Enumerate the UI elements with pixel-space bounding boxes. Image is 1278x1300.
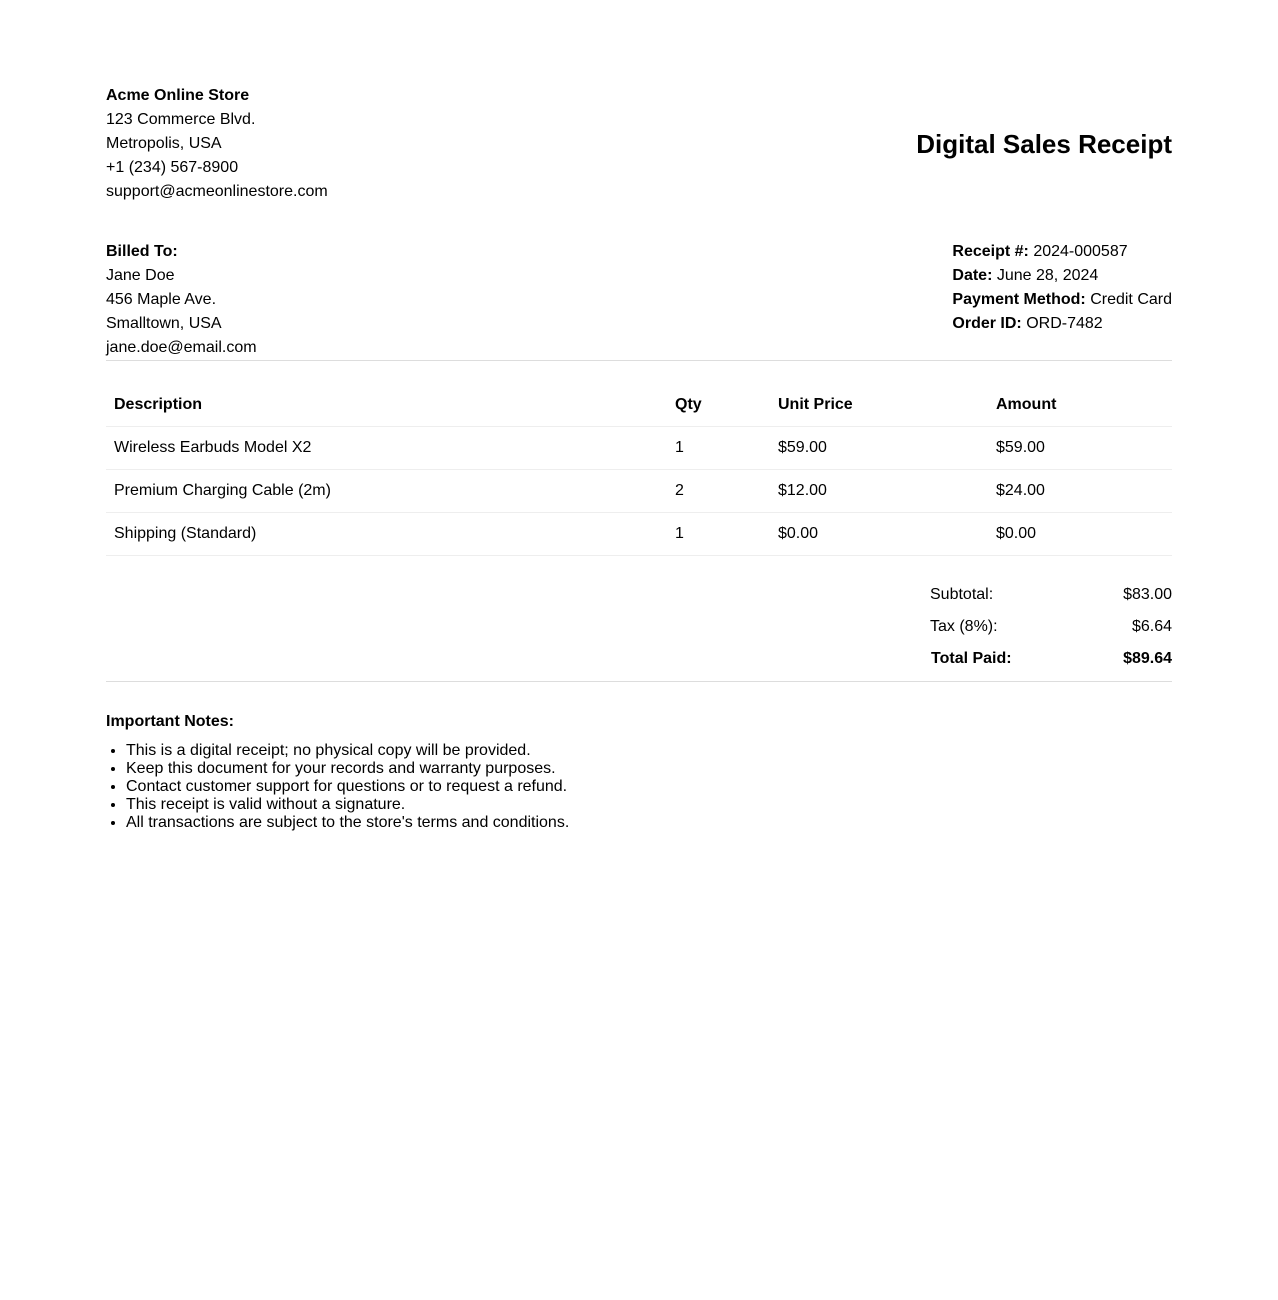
billing-and-meta (106, 240, 1172, 360)
order-id (952, 312, 1172, 336)
column-header-description: Description (106, 384, 667, 427)
list-item: • This receipt is valid without a signature. (126, 796, 1172, 814)
tax-value: $6.64 (1131, 618, 1172, 635)
notes-list (106, 742, 1172, 832)
store-email: support@acmeonlinestore.com (106, 183, 328, 200)
subtotal-row (930, 585, 1172, 617)
item-unit-price: $59.00 (770, 427, 988, 470)
table-header-row (106, 384, 1172, 427)
payment-method-label: Payment Method: (952, 291, 1086, 308)
list-item: • All transactions are subject to the store's terms and conditions. (126, 814, 1172, 832)
payment-method (952, 288, 1172, 312)
customer-name: Jane Doe (106, 267, 175, 284)
billed-to (106, 240, 257, 360)
column-header-amount: Amount (988, 384, 1172, 427)
receipt-date (952, 264, 1172, 288)
store-name: Acme Online Store (106, 87, 250, 104)
notes-title: Important Notes: (106, 713, 234, 730)
item-description: Premium Charging Cable (2m) (106, 470, 667, 513)
column-header-qty: Qty (667, 384, 770, 427)
list-item: • Contact customer support for questions or to request a refund. (126, 778, 1172, 796)
subtotal-value: $83.00 (1123, 586, 1172, 603)
billed-to-label: Billed To: (106, 243, 178, 260)
receipt-number-label: Receipt #: (952, 243, 1029, 260)
receipt-number-value: 2024-000587 (1033, 243, 1128, 260)
receipt-date-label: Date: (952, 267, 993, 284)
customer-address-line2: Smalltown, USA (106, 315, 222, 332)
item-amount: $24.00 (988, 470, 1172, 513)
item-description: Wireless Earbuds Model X2 (106, 427, 667, 470)
item-unit-price: $12.00 (770, 470, 988, 513)
totals-summary (930, 585, 1172, 681)
item-amount: $59.00 (988, 427, 1172, 470)
tax-label: Tax (8%): (930, 618, 998, 635)
item-description: Shipping (Standard) (106, 513, 667, 556)
receipt-header (106, 84, 1172, 204)
subtotal-label: Subtotal: (930, 586, 994, 603)
list-item: • Keep this document for your records and warranty purposes. (126, 760, 1172, 778)
receipt-meta (952, 240, 1172, 336)
item-unit-price: $0.00 (770, 513, 988, 556)
customer-email: jane.doe@email.com (106, 339, 257, 356)
receipt-number (952, 240, 1172, 264)
receipt-date-value: June 28, 2024 (996, 267, 1099, 284)
tax-row (930, 617, 1172, 649)
item-qty: 1 (667, 513, 770, 556)
total-value: $89.64 (1123, 650, 1172, 667)
total-label: Total Paid: (931, 650, 1012, 667)
store-address-line1: 123 Commerce Blvd. (106, 111, 256, 128)
item-qty: 2 (667, 470, 770, 513)
section-divider (106, 360, 1172, 361)
table-row (106, 513, 1172, 556)
list-item: • This is a digital receipt; no physical copy will be provided. (126, 742, 1172, 760)
payment-method-value: Credit Card (1090, 291, 1172, 308)
customer-address-line1: 456 Maple Ave. (106, 291, 217, 308)
line-items-table (106, 384, 1172, 556)
store-info (106, 84, 328, 204)
item-qty: 1 (667, 427, 770, 470)
receipt-page (106, 0, 1172, 832)
store-address-line2: Metropolis, USA (106, 135, 222, 152)
store-phone: +1 (234) 567-8900 (106, 159, 239, 176)
item-amount: $0.00 (988, 513, 1172, 556)
total-row (930, 649, 1172, 681)
column-header-unit-price: Unit Price (770, 384, 988, 427)
order-id-value: ORD-7482 (1026, 315, 1103, 332)
table-row (106, 470, 1172, 513)
page-title: Digital Sales Receipt (916, 129, 1172, 159)
section-divider (106, 681, 1172, 682)
table-row (106, 427, 1172, 470)
order-id-label: Order ID: (952, 315, 1022, 332)
